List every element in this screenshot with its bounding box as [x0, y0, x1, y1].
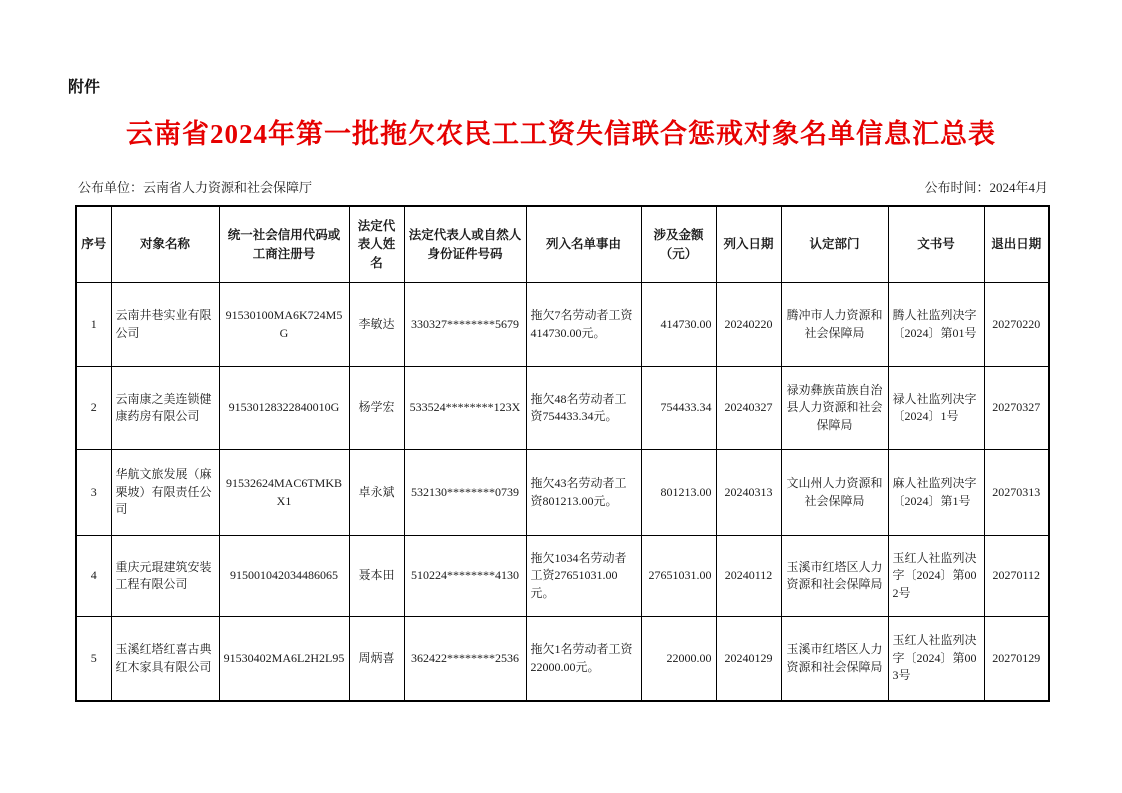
cell-doc-number: 禄人社监列决字〔2024〕1号 [888, 367, 984, 450]
cell-name: 云南井巷实业有限公司 [111, 283, 219, 367]
meta-row [78, 177, 1048, 196]
summary-table [75, 205, 1050, 702]
cell-legal-rep: 杨学宏 [349, 367, 404, 450]
cell-reason: 拖欠1034名劳动者工资27651031.00元。 [526, 536, 641, 617]
cell-list-date: 20240313 [716, 450, 781, 536]
cell-authority: 玉溪市红塔区人力资源和社会保障局 [781, 617, 888, 702]
column-header-id-number: 法定代表人或自然人身份证件号码 [404, 206, 526, 283]
cell-legal-rep: 卓永斌 [349, 450, 404, 536]
cell-no: 5 [76, 617, 111, 702]
cell-list-date: 20240112 [716, 536, 781, 617]
cell-legal-rep: 周炳喜 [349, 617, 404, 702]
cell-amount: 27651031.00 [641, 536, 716, 617]
cell-amount: 754433.34 [641, 367, 716, 450]
cell-name: 玉溪红塔红喜古典红木家具有限公司 [111, 617, 219, 702]
cell-authority: 文山州人力资源和社会保障局 [781, 450, 888, 536]
cell-exit-date: 20270112 [984, 536, 1049, 617]
table-row [76, 283, 1049, 367]
column-header-authority: 认定部门 [781, 206, 888, 283]
cell-id-number: 510224********4130 [404, 536, 526, 617]
cell-reason: 拖欠43名劳动者工资801213.00元。 [526, 450, 641, 536]
cell-no: 3 [76, 450, 111, 536]
column-header-name: 对象名称 [111, 206, 219, 283]
cell-authority: 禄劝彝族苗族自治县人力资源和社会保障局 [781, 367, 888, 450]
cell-doc-number: 麻人社监列决字〔2024〕第1号 [888, 450, 984, 536]
cell-credit-code: 91530402MA6L2H2L95 [219, 617, 349, 702]
cell-authority: 腾冲市人力资源和社会保障局 [781, 283, 888, 367]
cell-name: 华航文旅发展（麻栗坡）有限责任公司 [111, 450, 219, 536]
cell-name: 云南康之美连锁健康药房有限公司 [111, 367, 219, 450]
column-header-legal-rep: 法定代表人姓名 [349, 206, 404, 283]
cell-credit-code: 91532624MAC6TMKBX1 [219, 450, 349, 536]
table-row [76, 450, 1049, 536]
table-row [76, 367, 1049, 450]
column-header-list-date: 列入日期 [716, 206, 781, 283]
cell-id-number: 533524********123X [404, 367, 526, 450]
publisher-label: 公布单位：云南省人力资源和社会保障厅 [78, 180, 313, 195]
cell-exit-date: 20270327 [984, 367, 1049, 450]
cell-credit-code: 91530100MA6K724M5G [219, 283, 349, 367]
cell-doc-number: 玉红人社监列决字〔2024〕第002号 [888, 536, 984, 617]
cell-amount: 22000.00 [641, 617, 716, 702]
cell-no: 1 [76, 283, 111, 367]
table-row [76, 617, 1049, 702]
cell-reason: 拖欠48名劳动者工资754433.34元。 [526, 367, 641, 450]
cell-amount: 801213.00 [641, 450, 716, 536]
cell-id-number: 362422********2536 [404, 617, 526, 702]
cell-legal-rep: 聂本田 [349, 536, 404, 617]
cell-id-number: 532130********0739 [404, 450, 526, 536]
column-header-no: 序号 [76, 206, 111, 283]
cell-doc-number: 腾人社监列决字〔2024〕第01号 [888, 283, 984, 367]
cell-no: 4 [76, 536, 111, 617]
cell-list-date: 20240129 [716, 617, 781, 702]
cell-exit-date: 20270220 [984, 283, 1049, 367]
cell-reason: 拖欠7名劳动者工资414730.00元。 [526, 283, 641, 367]
cell-amount: 414730.00 [641, 283, 716, 367]
column-header-amount: 涉及金额（元） [641, 206, 716, 283]
column-header-credit-code: 统一社会信用代码或工商注册号 [219, 206, 349, 283]
cell-id-number: 330327********5679 [404, 283, 526, 367]
column-header-doc-number: 文书号 [888, 206, 984, 283]
publish-time-label: 公布时间：2024年4月 [924, 180, 1048, 195]
cell-list-date: 20240327 [716, 367, 781, 450]
attachment-label: 附件 [68, 79, 101, 96]
cell-exit-date: 20270129 [984, 617, 1049, 702]
cell-list-date: 20240220 [716, 283, 781, 367]
cell-name: 重庆元琨建筑安装工程有限公司 [111, 536, 219, 617]
cell-legal-rep: 李敏达 [349, 283, 404, 367]
cell-no: 2 [76, 367, 111, 450]
cell-credit-code: 915001042034486065 [219, 536, 349, 617]
cell-reason: 拖欠1名劳动者工资22000.00元。 [526, 617, 641, 702]
table-row [76, 536, 1049, 617]
column-header-reason: 列入名单事由 [526, 206, 641, 283]
page-title: 云南省2024年第一批拖欠农民工工资失信联合惩戒对象名单信息汇总表 [126, 119, 996, 149]
cell-doc-number: 玉红人社监列决字〔2024〕第003号 [888, 617, 984, 702]
column-header-exit-date: 退出日期 [984, 206, 1049, 283]
cell-credit-code: 91530128322840010G [219, 367, 349, 450]
cell-exit-date: 20270313 [984, 450, 1049, 536]
cell-authority: 玉溪市红塔区人力资源和社会保障局 [781, 536, 888, 617]
table-header-row [76, 206, 1049, 283]
